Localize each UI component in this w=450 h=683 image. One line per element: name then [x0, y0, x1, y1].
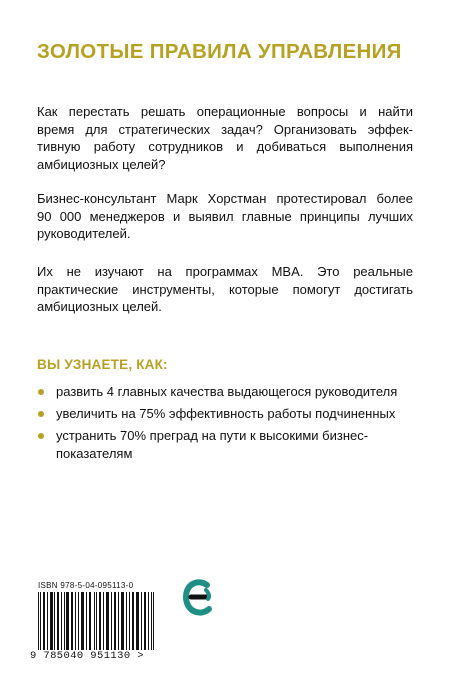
paragraph-line: Бизнес-консультант Марк Хорстман протестировал более	[37, 191, 413, 206]
paragraph-line: амбициозных целей.	[37, 299, 162, 314]
paragraph-line: практические инструменты, которые помогут достигать	[37, 281, 413, 297]
bullet-dot-icon	[38, 411, 44, 417]
list-item	[37, 427, 417, 462]
bullet-dot-icon	[38, 433, 44, 439]
list-item-text: устранить 70% преград на пути к высокими бизнес-	[56, 428, 369, 443]
paragraph-line: время для стратегических задач? Организовать эффек-	[37, 121, 413, 137]
cover-title: ЗОЛОТЫЕ ПРАВИЛА УПРАВЛЕНИЯ	[37, 40, 402, 63]
mba-paragraph	[37, 263, 413, 316]
paragraph-line: Как перестать решать операционные вопросы и найти	[37, 104, 413, 119]
list-item-text: увеличить на 75% эффективность работы подчиненных	[56, 406, 396, 421]
list-item-text: показателям	[56, 445, 133, 461]
list-item	[37, 383, 417, 401]
barcode-digits: 9 785040 951130 >	[28, 650, 172, 662]
author-paragraph	[37, 190, 413, 243]
isbn-label: ISBN 978-5-04-095113-0	[38, 581, 134, 590]
section-heading: ВЫ УЗНАЕТЕ, КАК:	[37, 357, 168, 372]
publisher-logo-icon	[181, 577, 215, 621]
intro-paragraph	[37, 103, 413, 173]
paragraph-line: амбициозных целей?	[37, 156, 166, 172]
bullet-dot-icon	[38, 389, 44, 395]
paragraph-line: руководителей.	[37, 226, 131, 241]
paragraph-line: 90 000 менеджеров и выявил главные принципы лучших	[37, 208, 413, 224]
list-item	[37, 405, 417, 423]
list-item-text: развить 4 главных качества выдающегося руководителя	[56, 384, 398, 399]
benefits-list	[37, 383, 417, 467]
paragraph-line: Их не изучают на программах MBA. Это реальные	[37, 264, 413, 279]
paragraph-line: тивную работу сотрудников и добиваться выполнения	[37, 139, 413, 154]
